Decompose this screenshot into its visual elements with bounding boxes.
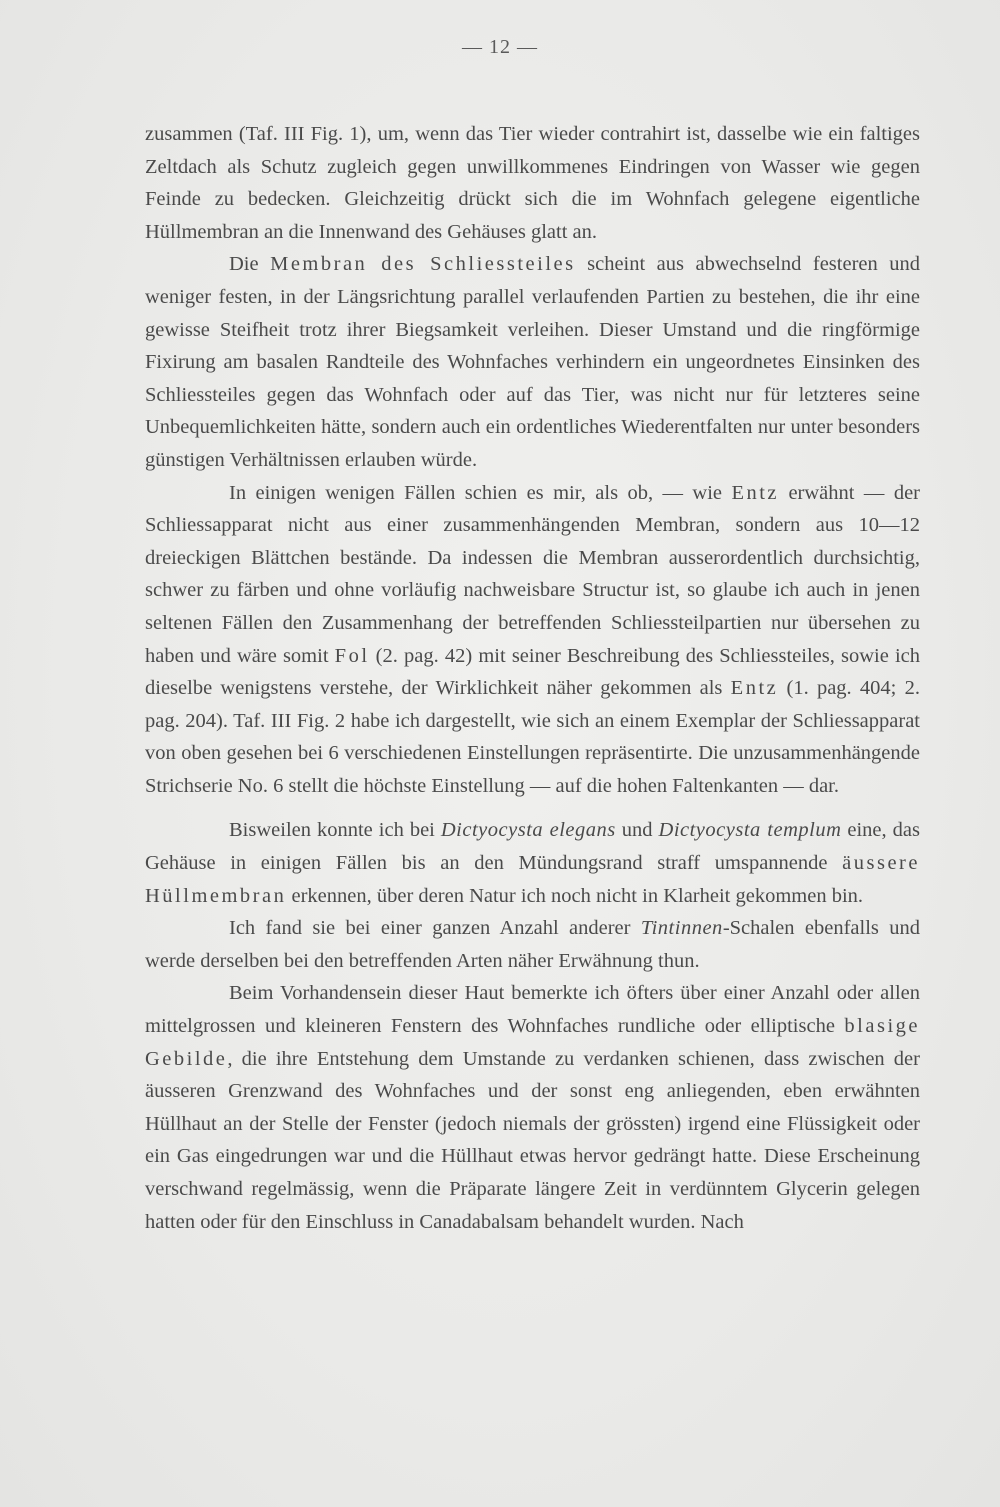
- italic-term: Dictyocysta templum: [658, 819, 842, 842]
- text-run: erkennen, über deren Natur ich noch nicht in Klarheit gekommen bin.: [286, 884, 864, 907]
- text-run: erwähnt — der Schliessapparat nicht aus einer zusammenhängenden Membran, sondern aus 10—12 dreieckigen Blättchen bestände. Da indessen die Membran ausserordentlich durchsichtig, schwer zu färben und ohne vorläufig nachweisbare Structur ist, so glaube ich auch in jenen seltenen Fällen den Zusammenhang der betreffenden Schliessteilpartien nur übersehen zu haben und wäre somit: [145, 481, 920, 667]
- page-number: — 12 —: [462, 36, 538, 58]
- text-run: Beim Vorhandensein dieser Haut bemerkte ich öfters über einer Anzahl oder allen mittelgrossen und kleineren Fenstern des Wohnfaches rundliche oder elliptische: [145, 982, 920, 1038]
- text-run: Bisweilen konnte ich bei: [229, 819, 441, 842]
- text-run: -Schalen ebenfalls und werde derselben bei den betreffenden Arten näher Erwähnung thun.: [145, 917, 920, 972]
- spaced-emphasis: Entz: [730, 677, 779, 700]
- paragraph: [145, 118, 920, 248]
- spaced-emphasis: blasige Gebilde: [145, 1015, 920, 1070]
- text-run: eine, das Gehäuse in einigen Fällen bis an den Mündungsrand straff umspannende: [145, 819, 920, 875]
- italic-term: Tintinnen: [640, 917, 723, 940]
- text-run: zusammen (Taf. III Fig. 1), um, wenn das Tier wieder contrahirt ist, dasselbe wie ein faltiges Zeltdach als Schutz zugleich gegen unwillkommenes Eindringen von Wasser wie gegen Feinde zu bedecken. Gleichzeitig drückt sich die im Wohnfach gelegene eigentliche Hüllmembran an die Innenwand des Gehäuses glatt an.: [145, 123, 920, 243]
- text-run: , die ihre Entstehung dem Umstande zu verdanken schienen, dass zwischen der äusseren Grenzwand des Wohnfaches und der sonst eng anliegenden, eben erwähnten Hüllhaut an der Stelle der Fenster (jedoch niemals der grössten) irgend eine Flüssigkeit oder ein Gas eingedrungen war und die Hüllhaut etwas hervor gedrängt hatte. Diese Erscheinung verschwand regelmässig, wenn die Präparate längere Zeit in verdünntem Glycerin gelegen hatten oder für den Einschluss in Canadabalsam behandelt wurden. Nach: [145, 1047, 920, 1233]
- spaced-emphasis: Membran des Schliessteiles: [270, 253, 576, 276]
- italic-term: Dictyocysta elegans: [440, 819, 616, 842]
- paragraph: [145, 912, 920, 977]
- body-text: [145, 118, 920, 1238]
- text-run: scheint aus abwechselnd festeren und weniger festen, in der Längsrichtung parallel verlaufenden Partien zu bestehen, die ihr eine gewisse Steifheit trotz ihrer Biegsamkeit verleihen. Dieser Umstand und die ringförmige Fixirung am basalen Randteile des Wohnfaches verhindern ein ungeordnetes Einsinken des Schliessteiles gegen das Wohnfach oder auf das Tier, was nicht nur für letzteres seine Unbequemlichkeiten hätte, sondern auch ein ordentliches Wiederentfalten nur unter besonders günstigen Verhältnissen erlauben würde.: [145, 253, 921, 471]
- text-run: (1. pag. 404; 2. pag. 204). Taf. III Fig. 2 habe ich dargestellt, wie sich an einem Exemplar der Schliessapparat von oben gesehen bei 6 verschiedenen Einstellungen repräsentirte. Die unzusammenhängende Strichserie No. 6 stellt die höchste Einstellung — auf die hohen Faltenkanten — dar.: [145, 677, 920, 797]
- spaced-emphasis: Entz: [731, 481, 780, 504]
- text-run: In einigen wenigen Fällen schien es mir, als ob, — wie: [229, 481, 732, 504]
- spaced-emphasis: äussere Hüllmembran: [145, 852, 920, 907]
- spaced-emphasis: Fol: [334, 644, 370, 667]
- paragraph: [145, 477, 920, 803]
- paragraph: [145, 814, 920, 912]
- text-run: und: [615, 819, 659, 842]
- text-run: Die: [229, 253, 271, 276]
- text-run: Ich fand sie bei einer ganzen Anzahl anderer: [229, 917, 641, 940]
- text-run: (2. pag. 42) mit seiner Beschreibung des Schliessteiles, sowie ich dieselbe wenigstens verstehe, der Wirklichkeit näher gekommen als: [145, 644, 920, 700]
- paragraph: [145, 248, 920, 476]
- paragraph: [145, 977, 920, 1238]
